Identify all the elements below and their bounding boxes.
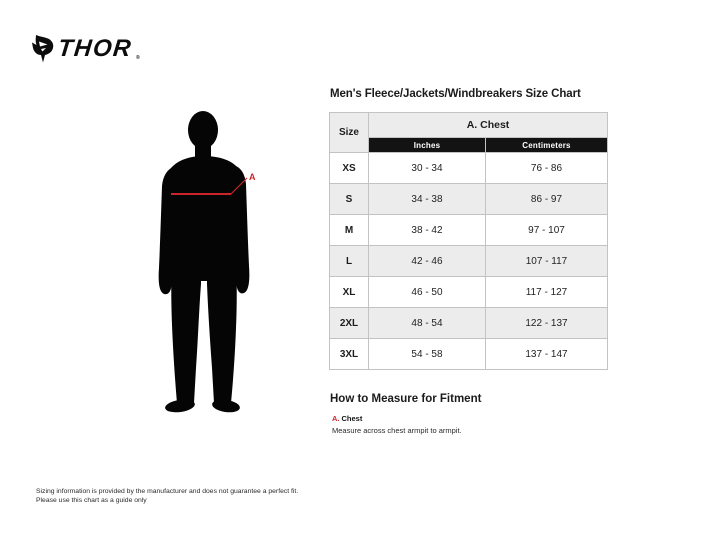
- table-header-row: [330, 113, 608, 138]
- size-label: L: [330, 246, 369, 277]
- inches-value: 42 - 46: [369, 246, 486, 277]
- table-row: [330, 339, 608, 370]
- table-row: [330, 246, 608, 277]
- inches-value: 54 - 58: [369, 339, 486, 370]
- measure-item-chest: [332, 414, 362, 423]
- inches-value: 30 - 34: [369, 153, 486, 184]
- thor-wordmark: THOR: [56, 35, 134, 62]
- centimeters-value: 107 - 117: [486, 246, 608, 277]
- disclaimer-line-1: Sizing information is provided by the manufacturer and does not guarantee a perfect fit.: [36, 488, 299, 495]
- size-label: S: [330, 184, 369, 215]
- measure-section-heading: How to Measure for Fitment: [330, 393, 482, 405]
- inches-value: 38 - 42: [369, 215, 486, 246]
- inches-value: 34 - 38: [369, 184, 486, 215]
- column-header-size: Size: [330, 113, 369, 153]
- thor-logo: [32, 35, 140, 63]
- centimeters-value: 97 - 107: [486, 215, 608, 246]
- size-label: XL: [330, 277, 369, 308]
- thor-helmet-icon: [32, 35, 54, 63]
- centimeters-value: 122 - 137: [486, 308, 608, 339]
- size-label: 3XL: [330, 339, 369, 370]
- centimeters-value: 86 - 97: [486, 184, 608, 215]
- centimeters-value: 137 - 147: [486, 339, 608, 370]
- registered-mark: ®: [136, 55, 140, 61]
- centimeters-value: 76 - 86: [486, 153, 608, 184]
- male-silhouette-figure: [150, 110, 260, 418]
- measure-item-key: A.: [332, 414, 340, 423]
- size-chart-table: [329, 112, 608, 370]
- size-label: M: [330, 215, 369, 246]
- measure-item-description: Measure across chest armpit to armpit.: [332, 426, 462, 435]
- table-units-row: [330, 138, 608, 153]
- size-label: 2XL: [330, 308, 369, 339]
- table-row: [330, 277, 608, 308]
- table-row: [330, 153, 608, 184]
- disclaimer-line-2: Please use this chart as a guide only: [36, 497, 147, 505]
- table-row: [330, 184, 608, 215]
- column-header-inches: Inches: [369, 138, 486, 153]
- disclaimer-text: [36, 487, 298, 505]
- centimeters-value: 117 - 127: [486, 277, 608, 308]
- measure-item-name: Chest: [341, 414, 363, 423]
- table-row: [330, 215, 608, 246]
- table-row: [330, 308, 608, 339]
- column-header-centimeters: Centimeters: [486, 138, 608, 153]
- page-title: Men's Fleece/Jackets/Windbreakers Size Chart: [330, 88, 581, 100]
- inches-value: 48 - 54: [369, 308, 486, 339]
- size-label: XS: [330, 153, 369, 184]
- inches-value: 46 - 50: [369, 277, 486, 308]
- chest-measure-label: A: [249, 172, 256, 182]
- column-header-chest: A. Chest: [369, 113, 608, 138]
